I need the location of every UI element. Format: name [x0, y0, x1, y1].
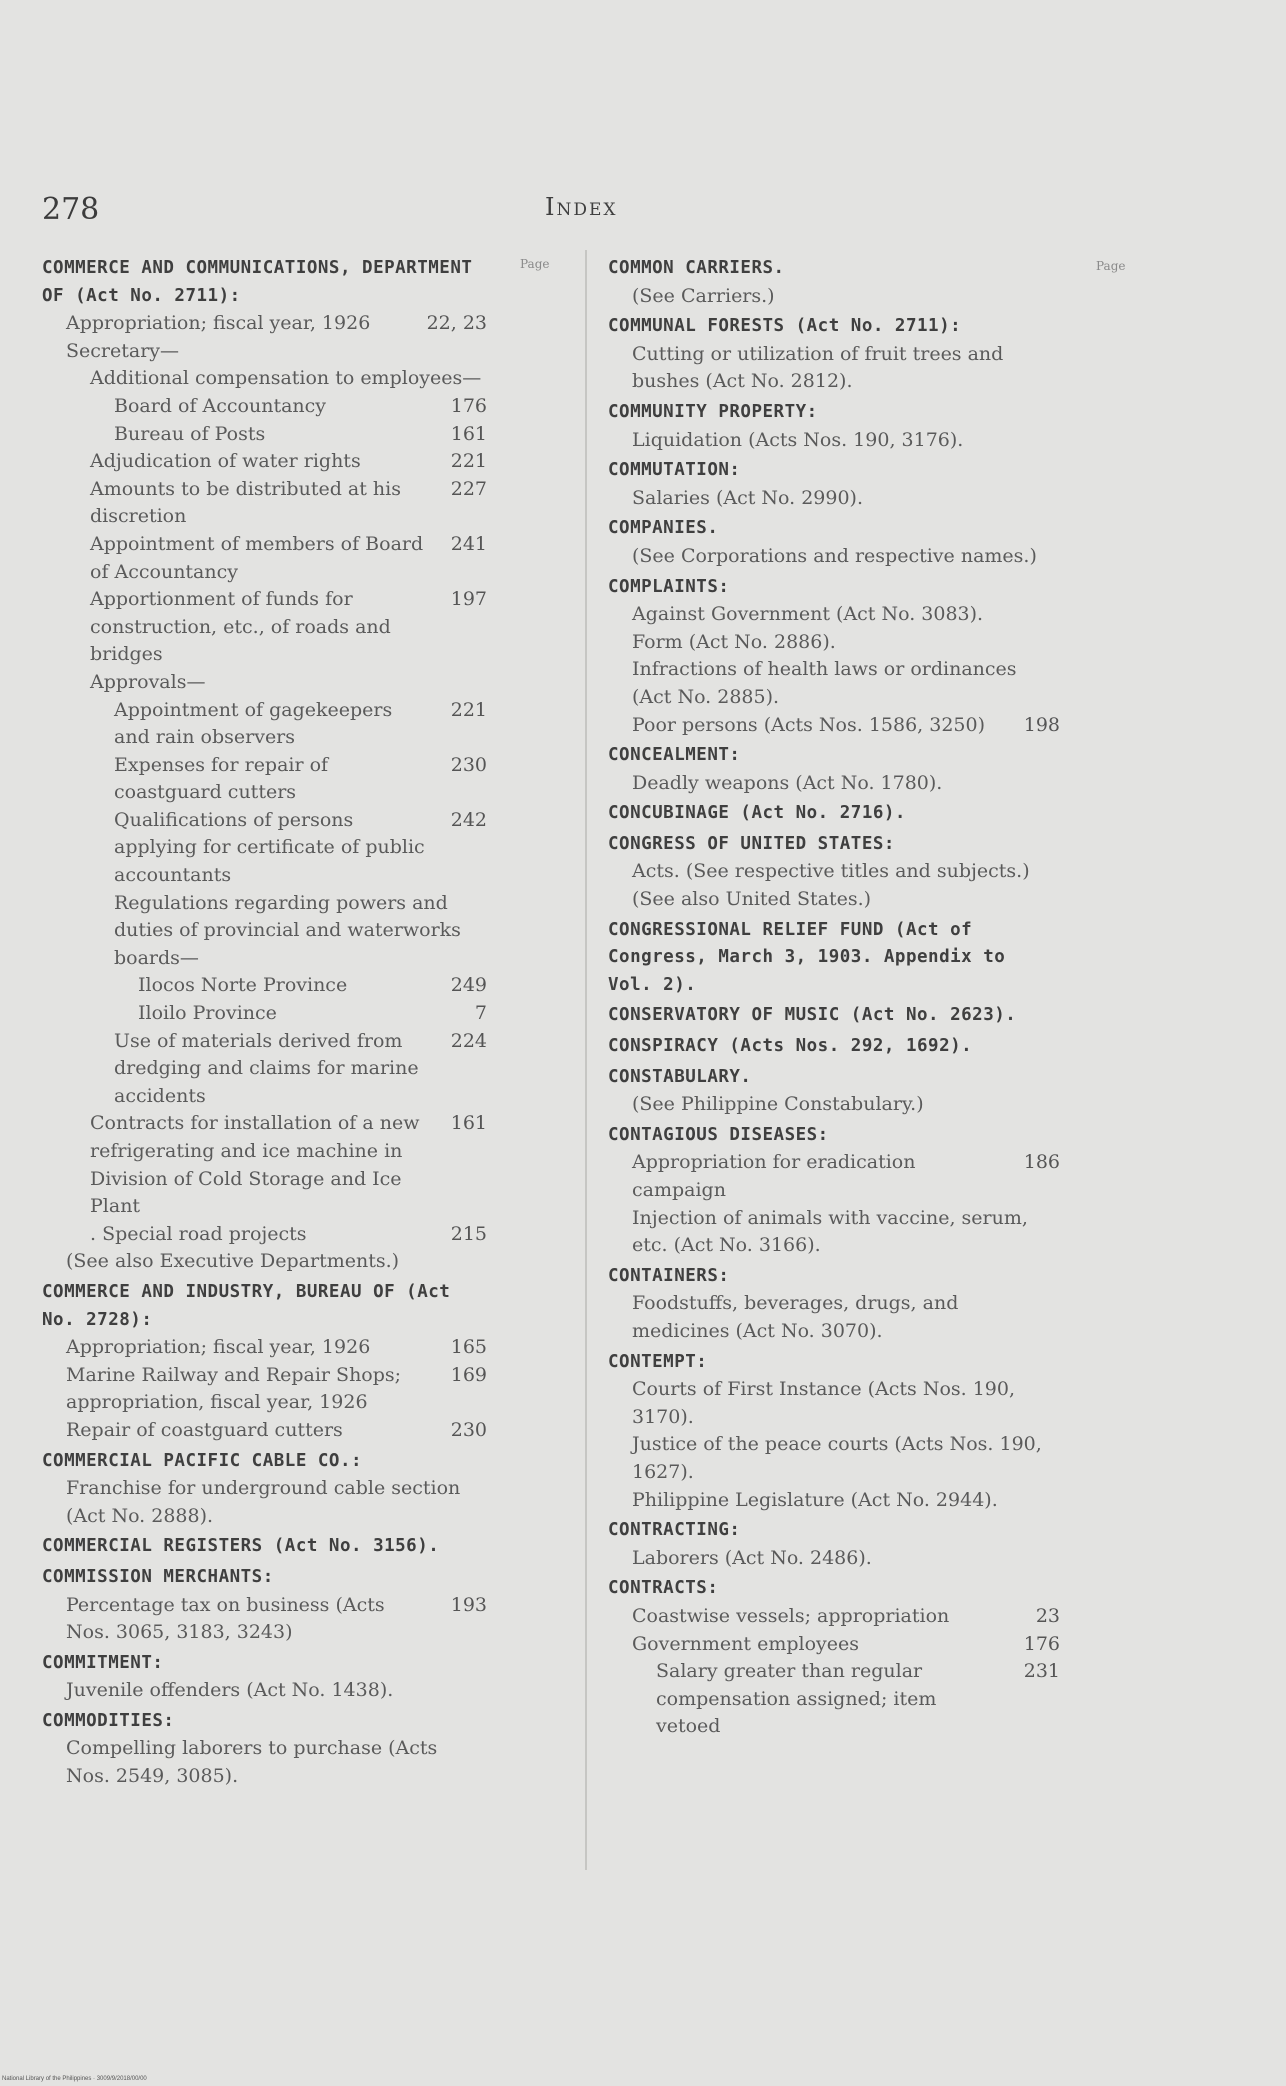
- entry-text: Appropriation; fiscal year, 1926: [66, 312, 371, 335]
- footer-text: National Library of the Philippines · 3009/9/2018/00/00: [2, 2076, 147, 2082]
- index-heading: [608, 399, 1060, 427]
- index-heading: [608, 313, 1060, 341]
- entry-text: . Special road projects: [90, 1222, 307, 1245]
- entry-text: Additional compensation to employees—: [90, 367, 482, 390]
- index-entry: [608, 1431, 1060, 1486]
- index-entry: [42, 338, 487, 366]
- entry-text: Cutting or utilization of fruit trees and bushes (Act No. 2812).: [632, 342, 1004, 393]
- entry-text: Salaries (Act No. 2990).: [632, 486, 864, 509]
- left-index-column: [42, 252, 487, 1791]
- index-entry: [42, 669, 487, 697]
- page-ref: 193: [450, 1593, 487, 1616]
- entry-text: Appropriation; fiscal year, 1926: [66, 1336, 371, 1359]
- entry-text: Qualifications of persons applying for certificate of public accountants: [114, 808, 425, 887]
- page-ref: 221: [450, 450, 487, 473]
- index-entry: [42, 972, 487, 1000]
- page-ref: 231: [1023, 1660, 1060, 1683]
- entry-text: Liquidation (Acts Nos. 190, 3176).: [632, 428, 964, 451]
- entry-text: Government employees: [632, 1632, 859, 1655]
- page-ref: 23: [1035, 1604, 1060, 1627]
- page-ref: 161: [450, 422, 487, 445]
- entry-text: Form (Act No. 2886).: [632, 630, 836, 653]
- index-entry: [608, 629, 1060, 657]
- page-ref: 165: [450, 1336, 487, 1359]
- right-index-column: [608, 252, 1060, 1741]
- index-entry: [42, 531, 487, 586]
- index-entry: [42, 393, 487, 421]
- entry-text: Foodstuffs, beverages, drugs, and medicines (Act No. 3070).: [632, 1292, 959, 1342]
- entry-text: Infractions of health laws or ordinances (Act No. 2885).: [632, 658, 1017, 708]
- entry-text: Apportionment of funds for construction, etc., of roads and bridges: [90, 588, 391, 666]
- page-ref: 22, 23: [426, 312, 487, 335]
- index-heading: [608, 917, 1060, 1000]
- entry-text: (See also Executive Departments.): [66, 1250, 400, 1273]
- index-entry: [42, 1362, 487, 1417]
- index-entry: [608, 1149, 1060, 1204]
- index-entry: [42, 1110, 487, 1220]
- entry-text: CONTAINERS:: [608, 1265, 730, 1286]
- entry-text: CONTRACTS:: [608, 1578, 719, 1599]
- index-entry: [42, 1028, 487, 1111]
- entry-text: Injection of animals with vaccine, serum, etc. (Act No. 3166).: [632, 1206, 1028, 1257]
- page-ref: 242: [450, 808, 487, 831]
- index-entry: [608, 1376, 1060, 1431]
- page-ref: 169: [450, 1363, 487, 1386]
- index-entry: [42, 807, 487, 890]
- entry-text: COMMUNITY PROPERTY:: [608, 401, 818, 422]
- entry-text: COMMERCIAL REGISTERS (Act No. 3156).: [42, 1536, 440, 1557]
- index-entry: [42, 476, 487, 531]
- index-heading: [608, 457, 1060, 485]
- entry-text: Board of Accountancy: [114, 394, 327, 417]
- entry-text: Repair of coastguard cutters: [66, 1418, 343, 1441]
- entry-text: Poor persons (Acts Nos. 1586, 3250): [632, 713, 986, 736]
- entry-text: Secretary—: [66, 339, 180, 362]
- entry-text: Franchise for underground cable section (Act No. 2888).: [66, 1477, 461, 1527]
- page-ref: 230: [450, 753, 487, 776]
- index-heading: [42, 1533, 487, 1561]
- index-entry: [608, 1603, 1060, 1631]
- entry-text: (See Philippine Constabulary.): [632, 1093, 924, 1116]
- page-ref: 241: [450, 532, 487, 555]
- index-entry: [608, 712, 1060, 740]
- page-ref: 249: [450, 974, 487, 997]
- index-heading: [42, 1279, 487, 1334]
- entry-text: Laborers (Act No. 2486).: [632, 1546, 872, 1569]
- index-entry: [608, 1487, 1060, 1515]
- left-column-page-label: Page: [520, 257, 550, 271]
- entry-text: COMMUTATION:: [608, 460, 741, 481]
- index-heading: [608, 742, 1060, 770]
- entry-text: Regulations regarding powers and duties of provincial and waterworks boards—: [114, 891, 461, 969]
- entry-text: Adjudication of water rights: [90, 450, 361, 473]
- index-entry: [42, 1592, 487, 1647]
- index-entry: [42, 890, 487, 973]
- index-heading: [608, 1517, 1060, 1545]
- index-entry: [608, 543, 1060, 571]
- page-ref: 161: [450, 1112, 487, 1135]
- index-heading: [608, 800, 1060, 828]
- index-entry: [608, 770, 1060, 798]
- index-entry: [608, 886, 1060, 914]
- index-entry: [608, 1091, 1060, 1119]
- entry-text: Philippine Legislature (Act No. 2944).: [632, 1488, 998, 1511]
- index-heading: [608, 1002, 1060, 1030]
- index-heading: [42, 255, 487, 310]
- page-ref: 186: [1023, 1151, 1060, 1174]
- entry-text: Against Government (Act No. 3083).: [632, 603, 984, 626]
- entry-text: Justice of the peace courts (Acts Nos. 190, 1627).: [632, 1433, 1042, 1483]
- page-ref: 198: [1023, 713, 1060, 736]
- entry-text: Appropriation for eradication campaign: [632, 1151, 916, 1201]
- entry-text: COMMON CARRIERS.: [608, 258, 785, 278]
- entry-text: Coastwise vessels; appropriation: [632, 1604, 950, 1627]
- entry-text: Use of materials derived from dredging and claims for marine accidents: [114, 1029, 419, 1107]
- index-heading: [608, 515, 1060, 543]
- entry-text: CONSPIRACY (Acts Nos. 292, 1692).: [608, 1036, 973, 1057]
- entry-text: Iloilo Province: [138, 1002, 277, 1025]
- index-entry: [42, 1248, 487, 1276]
- index-entry: [42, 1334, 487, 1362]
- entry-text: COMPLAINTS:: [608, 576, 730, 597]
- index-entry: [608, 656, 1060, 711]
- index-entry: [42, 1735, 487, 1790]
- index-entry: [608, 601, 1060, 629]
- index-entry: [42, 697, 487, 752]
- index-heading: [608, 1349, 1060, 1377]
- index-entry: [608, 1205, 1060, 1260]
- entry-text: CONGRESSIONAL RELIEF FUND (Act of Congress, March 3, 1903. Appendix to Vol. 2).: [608, 919, 1006, 995]
- index-heading: [608, 1263, 1060, 1291]
- index-entry: [608, 1545, 1060, 1573]
- entry-text: Percentage tax on business (Acts Nos. 3065, 3183, 3243): [66, 1593, 385, 1644]
- entry-text: CONTEMPT:: [608, 1351, 708, 1372]
- entry-text: COMMITMENT:: [42, 1652, 164, 1673]
- index-entry: [42, 752, 487, 807]
- index-entry: [42, 1677, 487, 1705]
- entry-text: COMMERCIAL PACIFIC CABLE CO.:: [42, 1450, 363, 1471]
- index-heading: [608, 1575, 1060, 1603]
- entry-text: Appointment of gagekeepers and rain observers: [114, 698, 393, 749]
- index-entry: [42, 1417, 487, 1445]
- entry-text: COMMERCE AND COMMUNICATIONS, DEPARTMENT OF (Act No. 2711):: [42, 258, 473, 306]
- entry-text: (See Corporations and respective names.): [632, 544, 1037, 567]
- entry-text: Contracts for installation of a new refrigerating and ice machine in Division of Cold Storage and Ice Plant: [90, 1112, 420, 1218]
- entry-text: Approvals—: [90, 670, 206, 693]
- index-heading: [608, 574, 1060, 602]
- entry-text: Bureau of Posts: [114, 422, 266, 445]
- entry-text: CONTRACTING:: [608, 1520, 741, 1541]
- index-heading: [42, 1564, 487, 1592]
- entry-text: Salary greater than regular compensation assigned; item vetoed: [656, 1660, 937, 1738]
- entry-text: Amounts to be distributed at his discretion: [90, 477, 401, 528]
- entry-text: Juvenile offenders (Act No. 1438).: [66, 1679, 394, 1702]
- right-column-page-label: Page: [1096, 259, 1126, 273]
- index-entry: [608, 427, 1060, 455]
- index-entry: [42, 310, 487, 338]
- page-ref: 7: [474, 1002, 487, 1025]
- index-heading: [608, 1122, 1060, 1150]
- entry-text: Deadly weapons (Act No. 1780).: [632, 771, 943, 794]
- index-entry: [42, 1475, 487, 1530]
- entry-text: COMMUNAL FORESTS (Act No. 2711):: [608, 316, 962, 337]
- column-divider: [585, 250, 587, 1870]
- entry-text: Acts. (See respective titles and subjects.): [632, 860, 1030, 883]
- page-ref: 230: [450, 1418, 487, 1441]
- page-title: Index: [545, 193, 618, 221]
- index-heading: [608, 1064, 1060, 1092]
- entry-text: COMMISSION MERCHANTS:: [42, 1566, 274, 1587]
- index-heading: [42, 1708, 487, 1736]
- page-number: 278: [42, 192, 100, 227]
- index-entry: [608, 1290, 1060, 1345]
- index-heading: [608, 1033, 1060, 1061]
- index-entry: [42, 421, 487, 449]
- entry-text: Ilocos Norte Province: [138, 974, 348, 997]
- entry-text: Courts of First Instance (Acts Nos. 190, 3170).: [632, 1378, 1016, 1428]
- index-entry: [42, 1221, 487, 1249]
- index-heading: [608, 831, 1060, 859]
- page-ref: 215: [450, 1222, 487, 1245]
- index-heading: [608, 255, 1060, 283]
- entry-text: CONCEALMENT:: [608, 745, 741, 766]
- entry-text: Appointment of members of Board of Accountancy: [90, 532, 424, 583]
- index-entry: [608, 858, 1060, 886]
- page-ref: 227: [450, 477, 487, 500]
- entry-text: CONTAGIOUS DISEASES:: [608, 1124, 829, 1145]
- entry-text: Marine Railway and Repair Shops; appropriation, fiscal year, 1926: [66, 1363, 402, 1414]
- page-ref: 176: [1023, 1632, 1060, 1655]
- index-entry: [608, 1658, 1060, 1741]
- index-entry: [608, 1631, 1060, 1659]
- entry-text: COMPANIES.: [608, 518, 719, 539]
- index-entry: [42, 1000, 487, 1028]
- entry-text: (See also United States.): [632, 888, 872, 911]
- index-entry: [42, 586, 487, 669]
- entry-text: CONSTABULARY.: [608, 1066, 752, 1087]
- page-ref: 224: [450, 1029, 487, 1052]
- entry-text: CONSERVATORY OF MUSIC (Act No. 2623).: [608, 1005, 1017, 1026]
- entry-text: CONCUBINAGE (Act No. 2716).: [608, 803, 906, 824]
- index-entry: [608, 485, 1060, 513]
- index-heading: [42, 1650, 487, 1678]
- entry-text: COMMODITIES:: [42, 1710, 175, 1731]
- index-entry: [42, 365, 487, 393]
- page-ref: 197: [450, 588, 487, 611]
- index-heading: [42, 1448, 487, 1476]
- entry-text: CONGRESS OF UNITED STATES:: [608, 833, 895, 854]
- entry-text: Compelling laborers to purchase (Acts Nos. 2549, 3085).: [66, 1737, 438, 1788]
- entry-text: (See Carriers.): [632, 284, 775, 307]
- entry-text: COMMERCE AND INDUSTRY, BUREAU OF (Act No. 2728):: [42, 1281, 451, 1330]
- index-entry: [42, 448, 487, 476]
- index-entry: [608, 283, 1060, 311]
- entry-text: Expenses for repair of coastguard cutters: [114, 753, 329, 804]
- page-ref: 176: [450, 394, 487, 417]
- index-entry: [608, 341, 1060, 396]
- page-ref: 221: [450, 698, 487, 721]
